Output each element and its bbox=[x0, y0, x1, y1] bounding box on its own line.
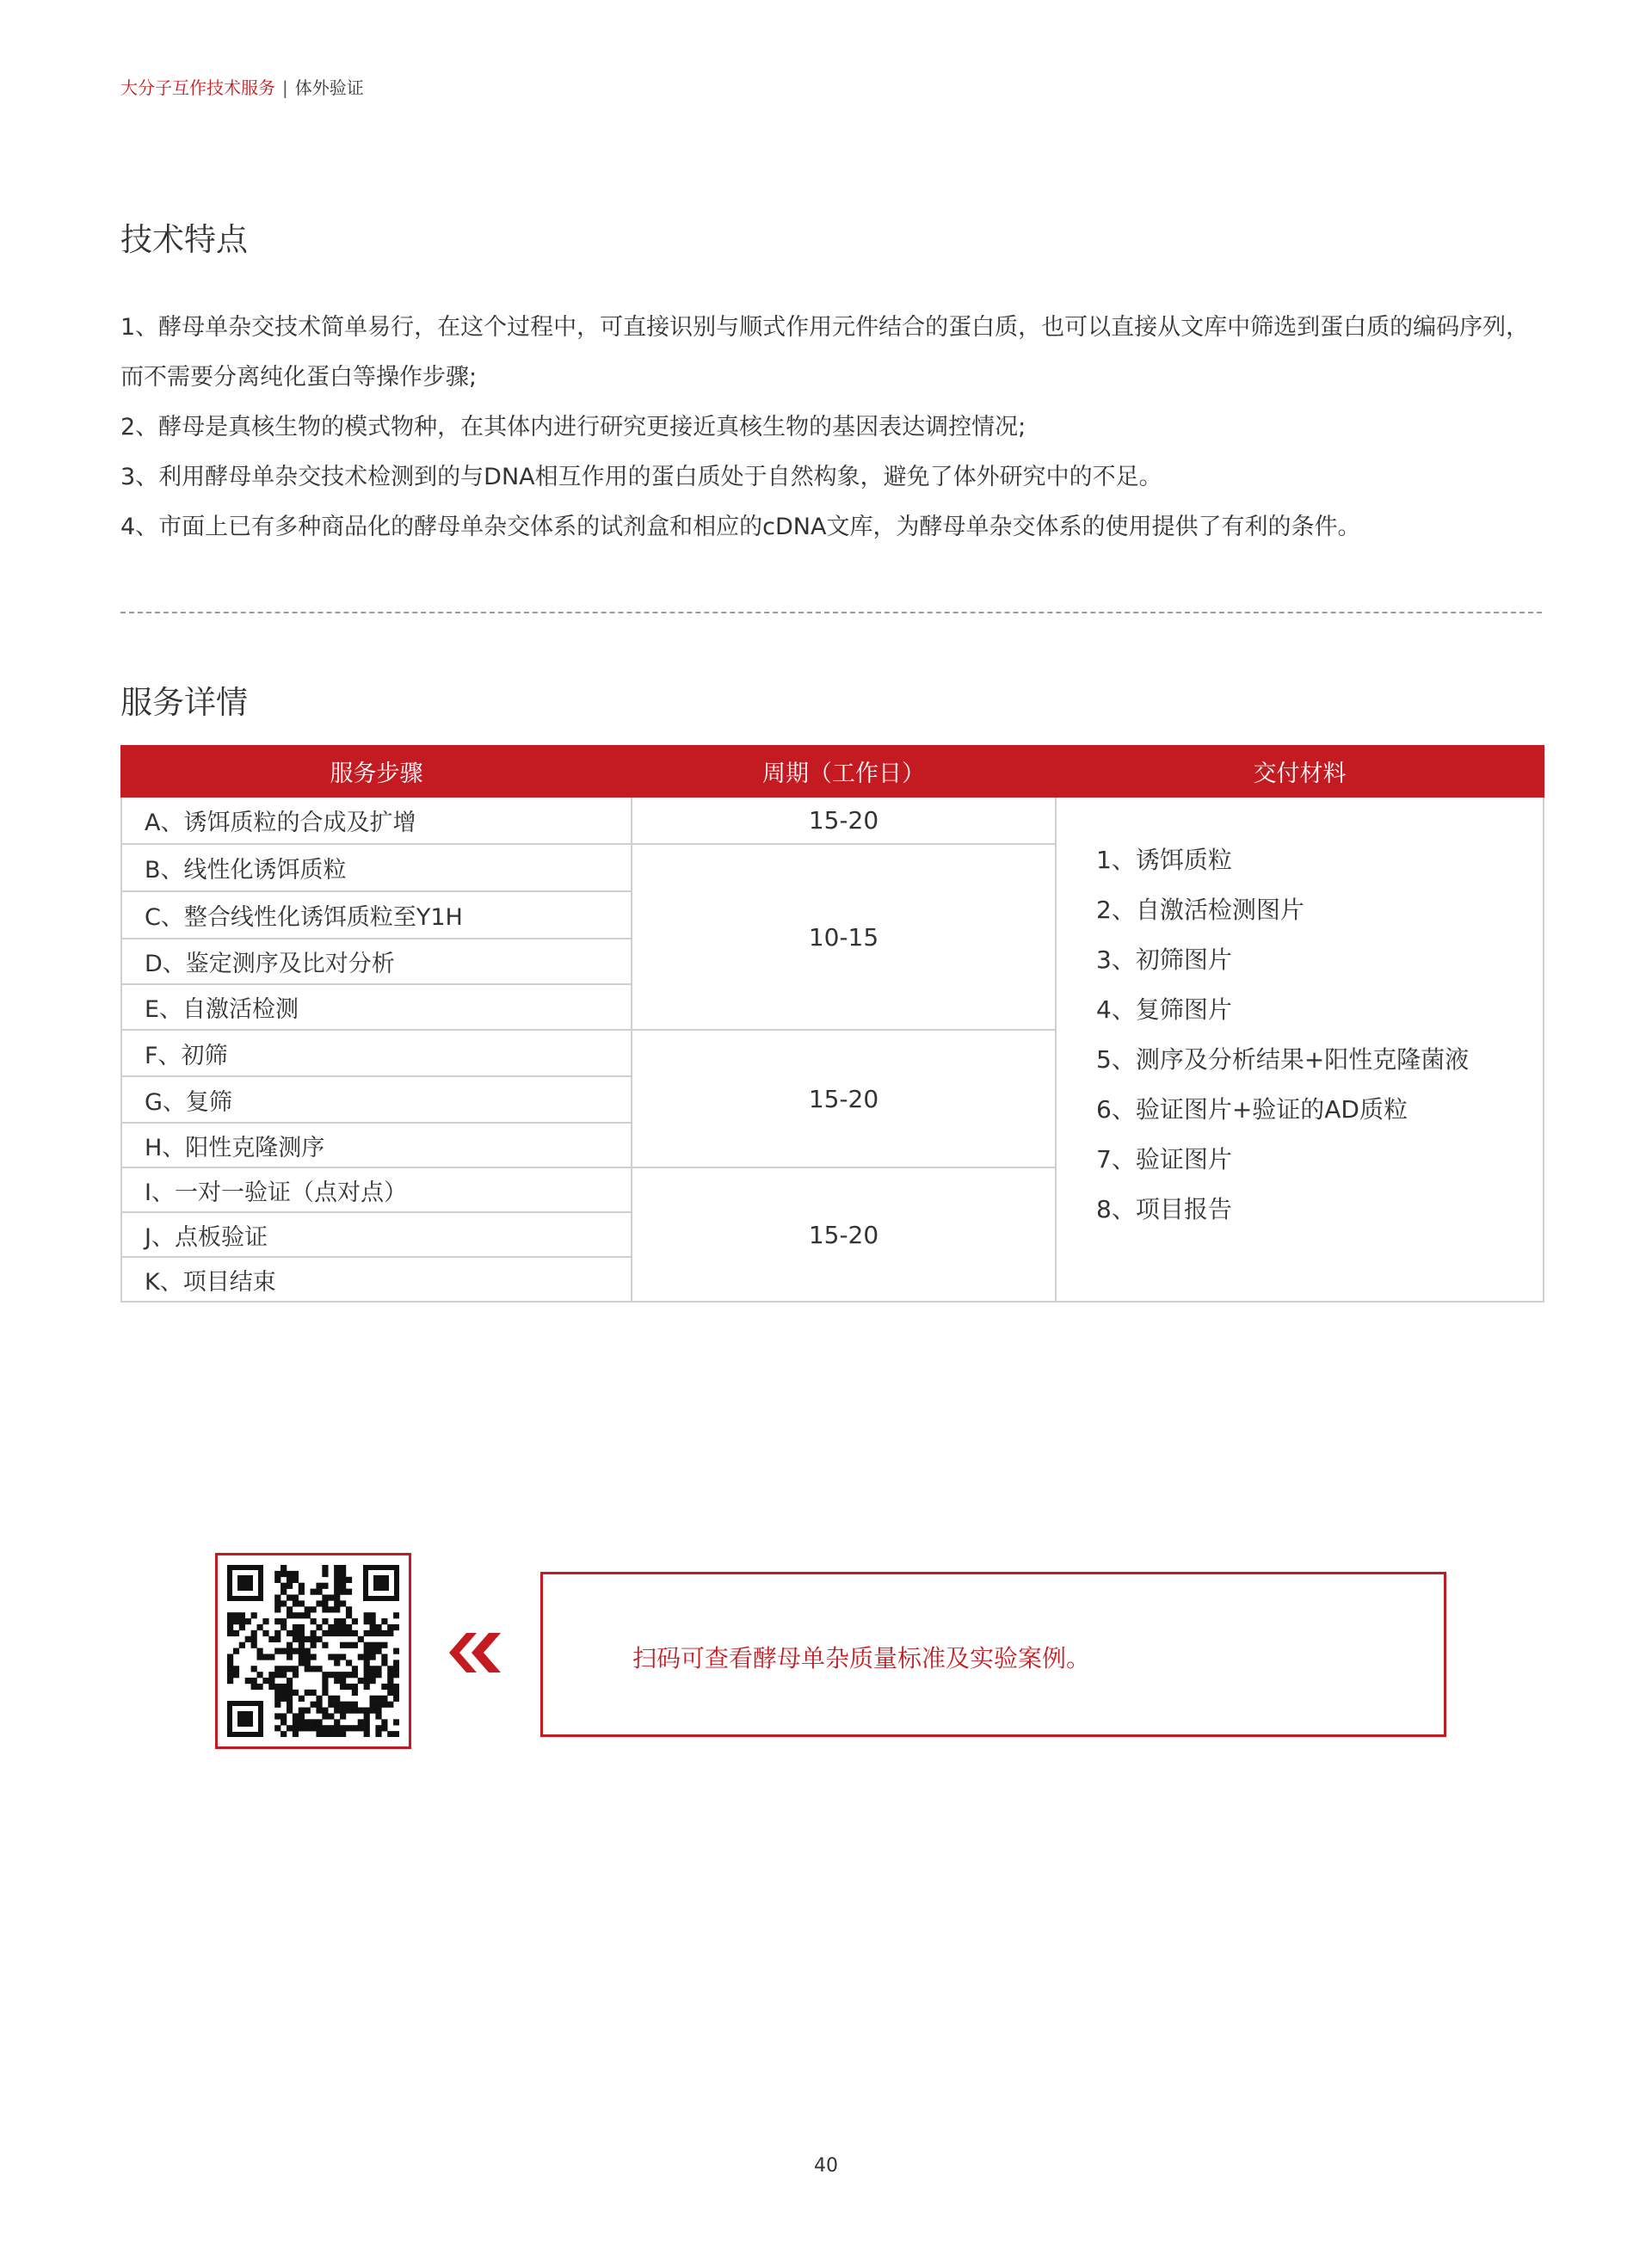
service-details-title: 服务详情 bbox=[120, 684, 248, 721]
dashed-divider bbox=[120, 612, 1542, 613]
service-table bbox=[120, 745, 1544, 1303]
step-cell: B、线性化诱饵质粒 bbox=[121, 844, 632, 891]
step-cell: A、诱饵质粒的合成及扩增 bbox=[121, 797, 632, 844]
period-cell: 15-20 bbox=[632, 797, 1056, 844]
deliverable-item: 4、复筛图片 bbox=[1096, 995, 1232, 1024]
step-cell: H、阳性克隆测序 bbox=[121, 1123, 632, 1167]
feature-item: 1、酵母单杂交技术简单易行，在这个过程中，可直接识别与顺式作用元件结合的蛋白质，也可以直接从文库中筛选到蛋白质的编码序列，而不需要分离纯化蛋白等操作步骤; bbox=[120, 314, 1530, 391]
double-chevron-left-icon bbox=[447, 1633, 509, 1672]
tech-features-list bbox=[120, 303, 1549, 552]
step-cell: G、复筛 bbox=[121, 1076, 632, 1123]
period-cell: 15-20 bbox=[632, 1030, 1056, 1167]
table-row bbox=[121, 797, 1544, 844]
header-section: 体外验证 bbox=[294, 77, 364, 98]
deliverable-item: 1、诱饵质粒 bbox=[1096, 846, 1232, 874]
header-steps: 服务步骤 bbox=[121, 746, 632, 797]
header-brand: 大分子互作技术服务 bbox=[120, 77, 275, 98]
feature-item: 3、利用酵母单杂交技术检测到的与DNA相互作用的蛋白质处于自然构象，避免了体外研究中的不足。 bbox=[120, 464, 1162, 490]
deliverable-item: 3、初筛图片 bbox=[1096, 945, 1232, 974]
step-cell: C、整合线性化诱饵质粒至Y1H bbox=[121, 891, 632, 939]
deliverable-item: 7、验证图片 bbox=[1096, 1145, 1232, 1173]
feature-item: 4、市面上已有多种商品化的酵母单杂交体系的试剂盒和相应的cDNA文库，为酵母单杂交体系的使用提供了有利的条件。 bbox=[120, 514, 1361, 540]
qr-code-image[interactable] bbox=[227, 1565, 399, 1737]
qr-code-frame[interactable] bbox=[215, 1553, 411, 1749]
deliverable-item: 2、自激活检测图片 bbox=[1096, 896, 1304, 924]
step-cell: E、自激活检测 bbox=[121, 984, 632, 1030]
deliverable-item: 8、项目报告 bbox=[1096, 1195, 1232, 1223]
running-header bbox=[120, 74, 364, 99]
feature-item: 2、酵母是真核生物的模式物种，在其体内进行研究更接近真核生物的基因表达调控情况; bbox=[120, 414, 1026, 440]
page-number: 40 bbox=[814, 2155, 838, 2177]
tech-features-title: 技术特点 bbox=[120, 221, 248, 258]
period-cell: 10-15 bbox=[632, 844, 1056, 1030]
header-deliverables: 交付材料 bbox=[1056, 746, 1544, 797]
step-cell: I、一对一验证（点对点） bbox=[121, 1167, 632, 1212]
step-cell: F、初筛 bbox=[121, 1030, 632, 1076]
deliverables-cell bbox=[1056, 797, 1544, 1302]
header-separator: | bbox=[282, 77, 288, 98]
deliverable-item: 5、测序及分析结果+阳性克隆菌液 bbox=[1096, 1045, 1470, 1074]
step-cell: D、鉴定测序及比对分析 bbox=[121, 939, 632, 984]
deliverable-item: 6、验证图片+验证的AD质粒 bbox=[1096, 1095, 1408, 1124]
step-cell: J、点板验证 bbox=[121, 1212, 632, 1257]
qr-note-box bbox=[540, 1572, 1446, 1737]
period-cell: 15-20 bbox=[632, 1167, 1056, 1302]
qr-note-text: 扫码可查看酵母单杂质量标准及实验案例。 bbox=[632, 1644, 1091, 1672]
header-period: 周期（工作日） bbox=[632, 746, 1056, 797]
table-header-row bbox=[121, 746, 1544, 797]
step-cell: K、项目结束 bbox=[121, 1257, 632, 1302]
